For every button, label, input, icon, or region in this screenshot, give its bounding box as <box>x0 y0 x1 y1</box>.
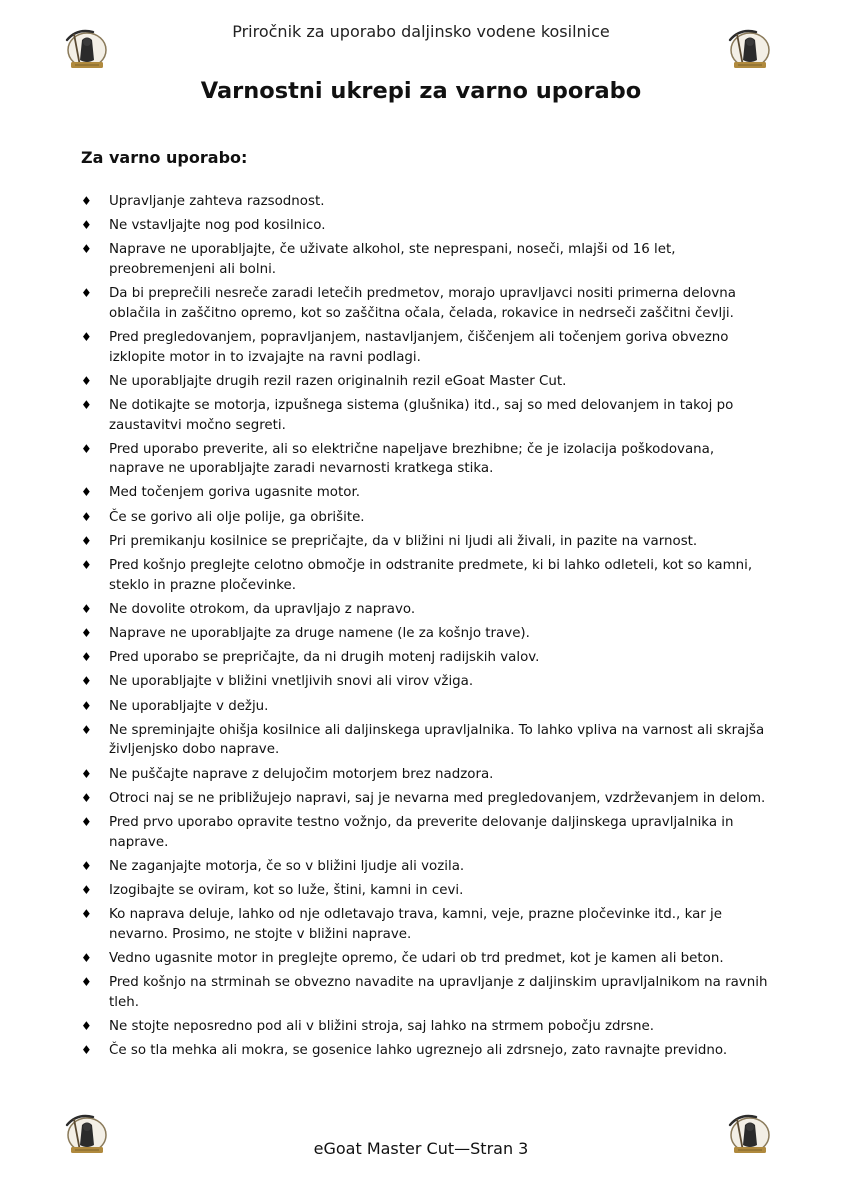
list-item-text: Vedno ugasnite motor in preglejte opremo, če udari ob trd predmet, kot je kamen ali beton. <box>109 950 724 966</box>
diamond-bullet-icon: ♦ <box>81 509 92 524</box>
list-item <box>81 192 771 212</box>
list-item <box>81 813 771 852</box>
list-item-text: Pred uporabo preverite, ali so električne napeljave brezhibne; če je izolacija poškodovana, naprave ne uporabljajte zaradi nevarnosti kratkega stika. <box>109 441 715 477</box>
list-item <box>81 216 771 236</box>
list-item-text: Naprave ne uporabljajte, če uživate alkohol, ste neprespani, noseči, mlajši od 16 let, preobremenjeni ali bolni. <box>109 242 676 277</box>
list-item <box>81 1041 771 1061</box>
list-item-text: Ne dotikajte se motorja, izpušnega sistema (glušnika) itd., saj so med delovanjem in takoj po zaustavitvi močno segreti. <box>109 397 734 433</box>
list-item <box>81 648 771 668</box>
list-item-text: Pred uporabo se prepričajte, da ni drugih motenj radijskih valov. <box>109 650 540 666</box>
list-item-text: Ne stojte neposredno pod ali v bližini stroja, saj lahko na strmem pobočju zdrsne. <box>109 1018 654 1034</box>
list-item-text: Ne zaganjajte motorja, če so v bližini ljudje ali vozila. <box>109 858 465 874</box>
list-item <box>81 240 771 279</box>
diamond-bullet-icon: ♦ <box>81 722 92 737</box>
list-item-text: Med točenjem goriva ugasnite motor. <box>109 485 360 501</box>
list-item <box>81 556 771 595</box>
list-item-text: Izogibajte se oviram, kot so luže, štini, kamni in cevi. <box>109 882 464 898</box>
list-item-text: Otroci naj se ne približujejo napravi, saj je nevarna med pregledovanjem, vzdrževanjem in delom. <box>109 790 766 806</box>
list-item <box>81 949 771 969</box>
diamond-bullet-icon: ♦ <box>81 626 92 640</box>
list-item-text: Da bi preprečili nesreče zaradi letečih predmetov, morajo upravljavci nositi primerna delovna oblačila in zaščitno opremo, kot so zaščitna očala, čelada, rokavice in nedrseči zaščitni čevlji. <box>109 286 736 321</box>
list-item <box>81 697 771 717</box>
diamond-bullet-icon: ♦ <box>81 950 92 965</box>
diamond-bullet-icon: ♦ <box>81 907 92 922</box>
diamond-bullet-icon: ♦ <box>81 242 92 257</box>
diamond-bullet-icon: ♦ <box>81 650 92 665</box>
list-item <box>81 532 771 552</box>
list-item-text: Če so tla mehka ali mokra, se gosenice lahko ugreznejo ali zdrsnejo, zato ravnajte previdno. <box>109 1043 728 1058</box>
diamond-bullet-icon: ♦ <box>81 286 92 301</box>
diamond-bullet-icon: ♦ <box>81 858 92 873</box>
diamond-bullet-icon: ♦ <box>81 766 92 781</box>
list-item-text: Pred košnjo preglejte celotno območje in odstranite predmete, ki bi lahko odleteli, kot so kamni, steklo in prazne pločevinke. <box>109 558 753 593</box>
list-item <box>81 881 771 901</box>
list-item-text: Pred prvo uporabo opravite testno vožnjo, da preverite delovanje daljinskega upravljalnika in naprave. <box>109 814 734 850</box>
list-item-text: Ne puščajte naprave z delujočim motorjem brez nadzora. <box>109 766 494 782</box>
running-header: Priročnik za uporabo daljinsko vodene kosilnice <box>232 22 610 41</box>
list-item-text: Naprave ne uporabljajte za druge namene (le za košnjo trave). <box>109 626 530 641</box>
safety-bullet-list <box>81 192 771 1065</box>
diamond-bullet-icon: ♦ <box>81 882 92 897</box>
list-item <box>81 284 771 323</box>
diamond-bullet-icon: ♦ <box>81 397 92 412</box>
diamond-bullet-icon: ♦ <box>81 373 92 388</box>
diamond-bullet-icon: ♦ <box>81 975 92 990</box>
diamond-bullet-icon: ♦ <box>81 601 92 616</box>
list-item <box>81 765 771 785</box>
page-title: Varnostni ukrepi za varno uporabo <box>200 78 642 104</box>
diamond-bullet-icon: ♦ <box>81 814 92 829</box>
list-item <box>81 396 771 435</box>
list-item <box>81 624 771 644</box>
list-item <box>81 600 771 620</box>
list-item <box>81 372 771 392</box>
list-item-text: Pri premikanju kosilnice se prepričajte, da v bližini ni ljudi ali živali, in pazite na varnost. <box>109 533 698 549</box>
diamond-bullet-icon: ♦ <box>81 441 92 456</box>
list-item <box>81 789 771 809</box>
list-item <box>81 973 771 1012</box>
list-item-text: Ne dovolite otrokom, da upravljajo z napravo. <box>109 601 416 617</box>
page-footer: eGoat Master Cut—Stran 3 <box>313 1139 529 1158</box>
list-item-text: Ne vstavljajte nog pod kosilnico. <box>109 218 326 234</box>
list-item <box>81 483 771 503</box>
list-item-text: Pred pregledovanjem, popravljanjem, nastavljanjem, čiščenjem ali točenjem goriva obvezno izklopite motor in to izvajajte na ravni podlagi. <box>109 329 729 365</box>
list-item-text: Ko naprava deluje, lahko od nje odletavajo trava, kamni, veje, prazne pločevinke itd., kar je nevarno. Prosimo, ne stojte v bližini naprave. <box>109 907 723 942</box>
list-item-text: Pred košnjo na strminah se obvezno navadite na upravljanje z daljinskim upravljalnikom na ravnih tleh. <box>109 975 768 1010</box>
list-item-text: Ne spreminjajte ohišja kosilnice ali daljinskega upravljalnika. To lahko vpliva na varnost ali skrajša življenjsko dobo naprave. <box>109 722 765 758</box>
list-item-text: Če se gorivo ali olje polije, ga obrišite. <box>109 509 365 525</box>
list-item-text: Ne uporabljajte drugih rezil razen originalnih rezil eGoat Master Cut. <box>109 373 567 389</box>
diamond-bullet-icon: ♦ <box>81 533 92 548</box>
list-item <box>81 905 771 944</box>
section-heading: Za varno uporabo: <box>81 148 248 167</box>
diamond-bullet-icon: ♦ <box>81 194 92 208</box>
diamond-bullet-icon: ♦ <box>81 218 92 233</box>
list-item <box>81 1017 771 1037</box>
list-item <box>81 328 771 367</box>
list-item <box>81 440 771 479</box>
list-item <box>81 857 771 877</box>
diamond-bullet-icon: ♦ <box>81 558 92 573</box>
diamond-bullet-icon: ♦ <box>81 485 92 500</box>
list-item <box>81 672 771 692</box>
diamond-bullet-icon: ♦ <box>81 1018 92 1033</box>
diamond-bullet-icon: ♦ <box>81 674 92 689</box>
list-item-text: Upravljanje zahteva razsodnost. <box>109 194 325 209</box>
list-item-text: Ne uporabljajte v dežju. <box>109 698 269 714</box>
diamond-bullet-icon: ♦ <box>81 329 92 344</box>
diamond-bullet-icon: ♦ <box>81 1043 92 1057</box>
list-item-text: Ne uporabljajte v bližini vnetljivih snovi ali virov vžiga. <box>109 674 474 690</box>
list-item <box>81 721 771 760</box>
diamond-bullet-icon: ♦ <box>81 790 92 805</box>
diamond-bullet-icon: ♦ <box>81 698 92 713</box>
list-item <box>81 508 771 528</box>
